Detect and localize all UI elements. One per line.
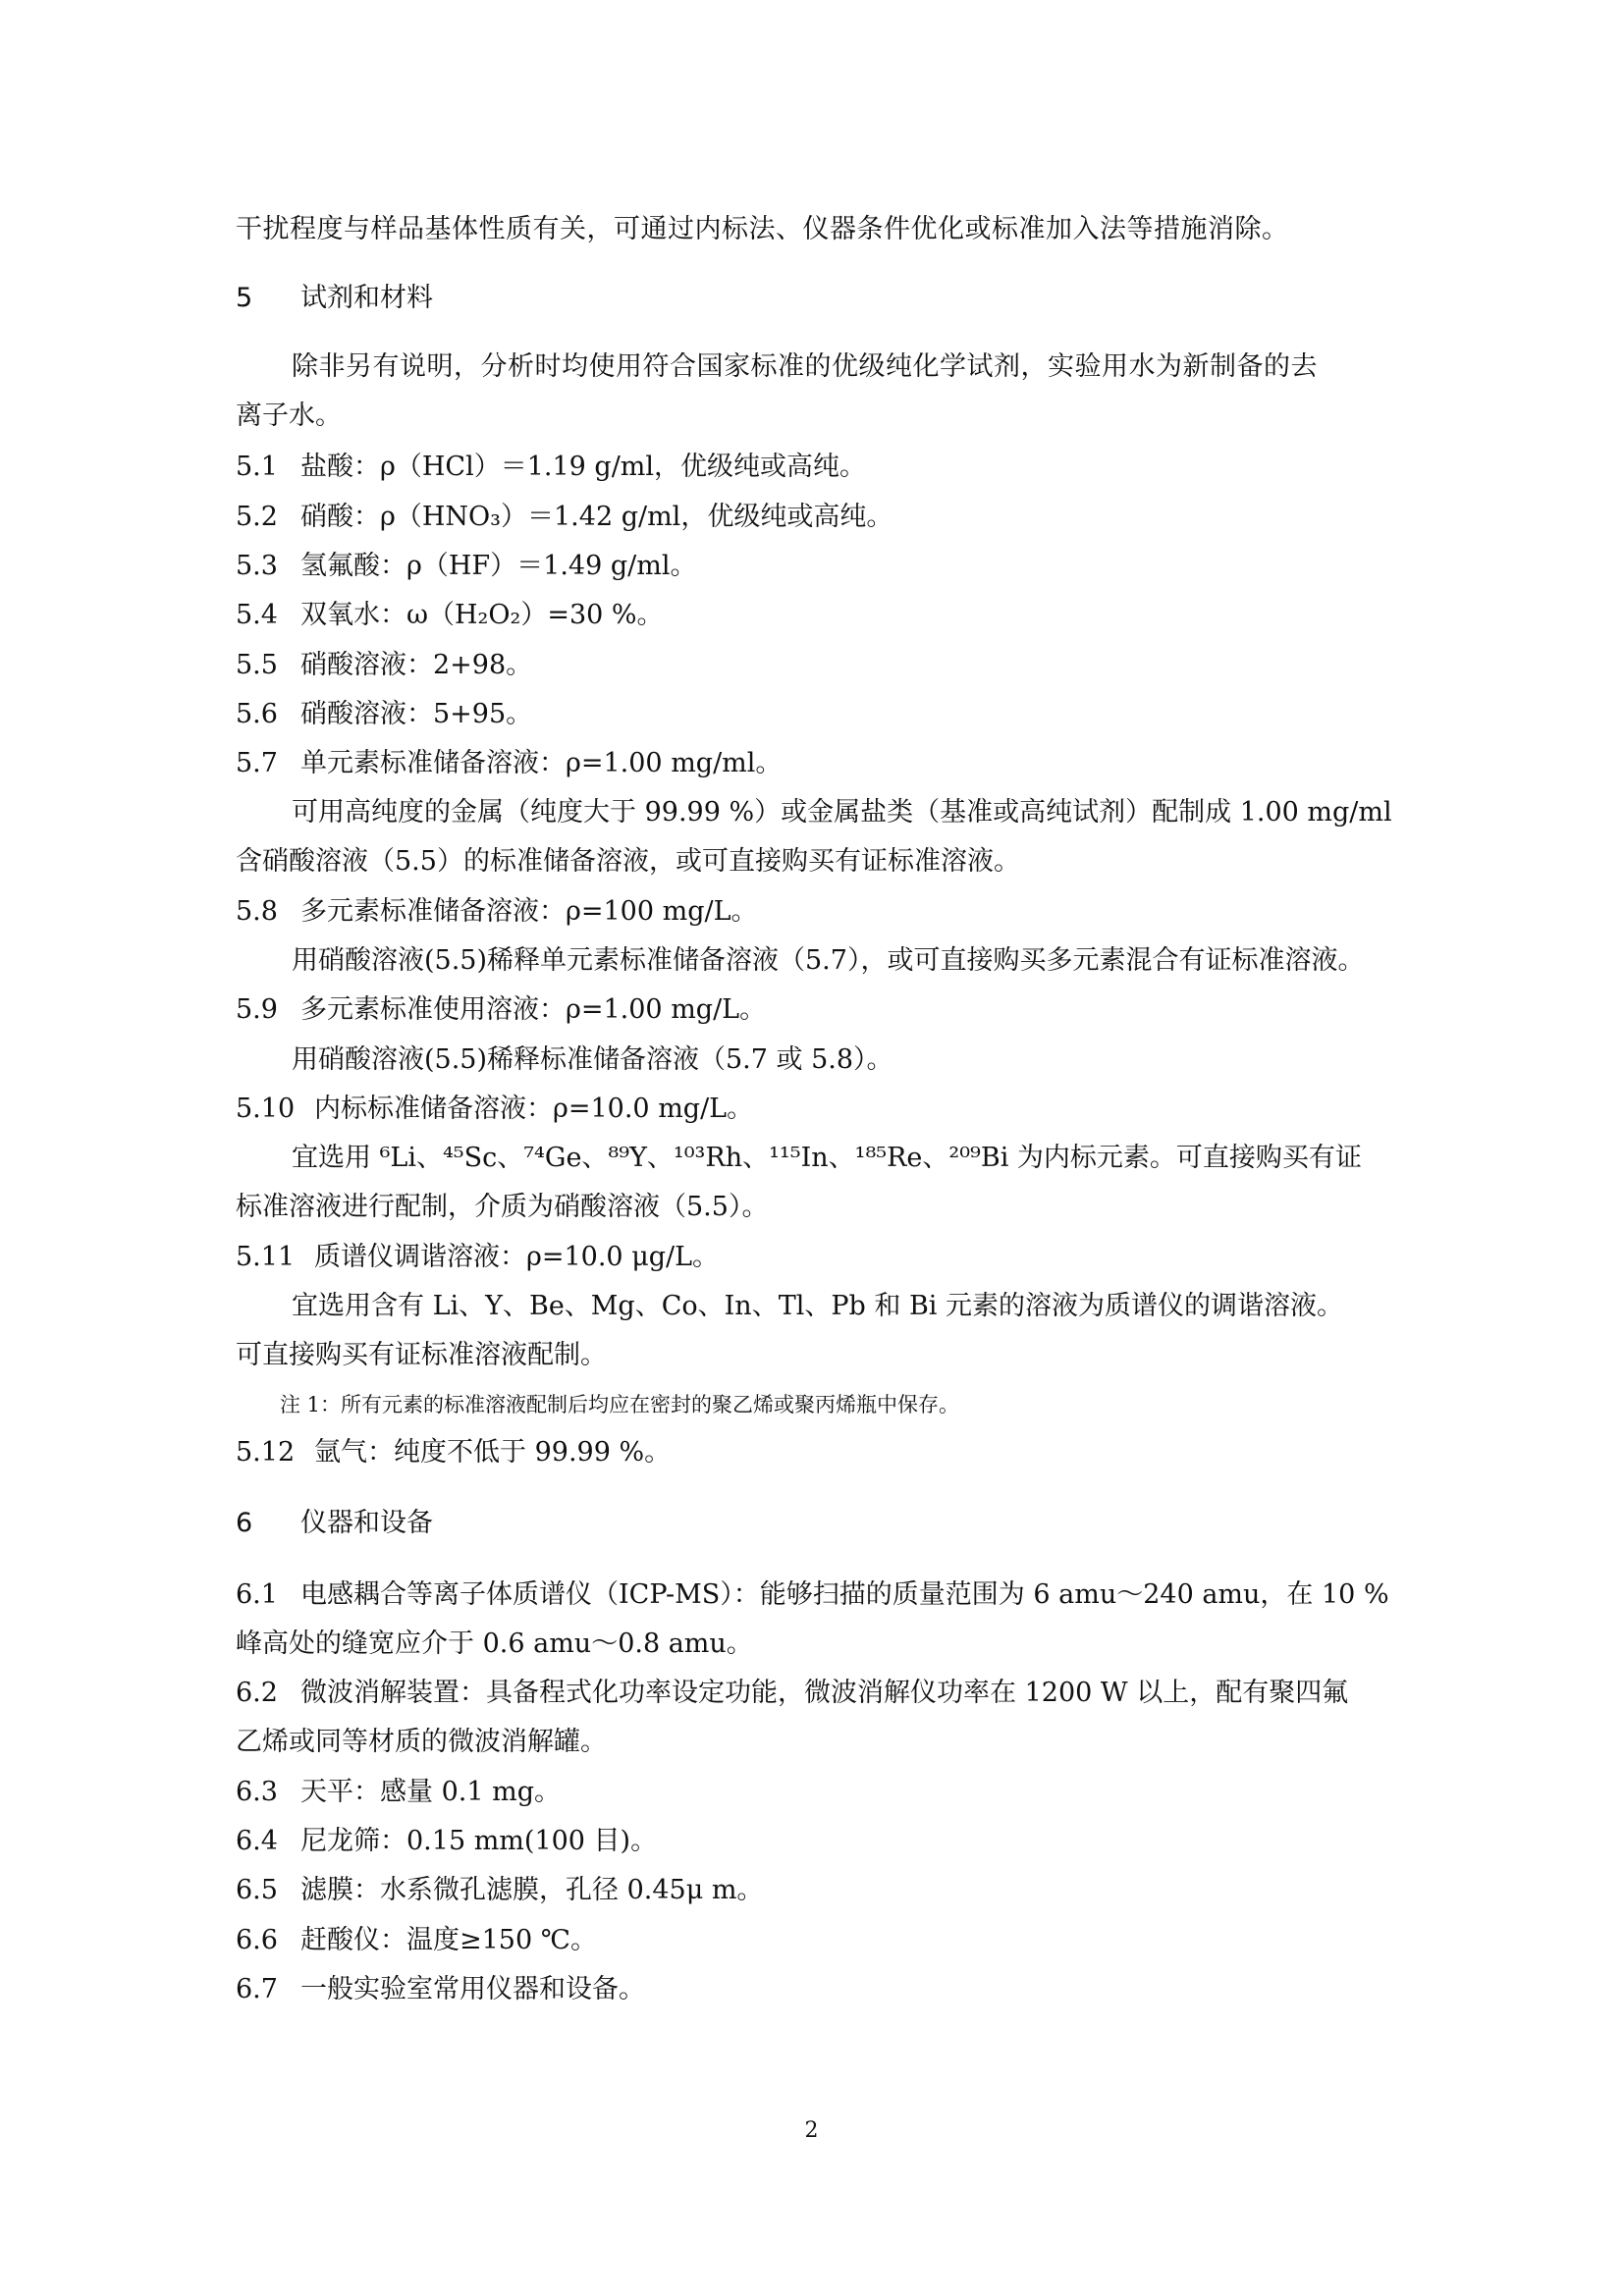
list-item-5-12: 5.12 氩气：纯度不低于 99.99 %。	[236, 1437, 672, 1468]
list-item-5-7: 5.7 单元素标准储备溶液：ρ=1.00 mg/ml。	[236, 748, 783, 778]
list-item-6-5: 6.5 滤膜：水系微孔滤膜，孔径 0.45μ m。	[236, 1875, 764, 1905]
paragraph-line: 标准溶液进行配制，介质为硝酸溶液（5.5）。	[236, 1192, 769, 1222]
list-item-5-6: 5.6 硝酸溶液：5+95。	[236, 699, 533, 729]
list-item-5-10: 5.10 内标标准储备溶液：ρ=10.0 mg/L。	[236, 1094, 754, 1124]
list-item-5-4: 5.4 双氧水：ω（H₂O₂）=30 %。	[236, 600, 664, 630]
paragraph-line: 含硝酸溶液（5.5）的标准储备溶液，或可直接购买有证标准溶液。	[236, 846, 1020, 877]
paragraph-line: 乙烯或同等材质的微波消解罐。	[236, 1727, 607, 1757]
paragraph-line: 干扰程度与样品基体性质有关，可通过内标法、仪器条件优化或标准加入法等措施消除。	[236, 214, 1289, 244]
paragraph-line: 峰高处的缝宽应介于 0.6 amu～0.8 amu。	[236, 1629, 753, 1659]
list-item-6-4: 6.4 尼龙筛：0.15 mm(100 目)。	[236, 1826, 658, 1856]
paragraph-line: 可直接购买有证标准溶液配制。	[236, 1340, 607, 1370]
paragraph-line: 可用高纯度的金属（纯度大于 99.99 %）或金属盐类（基准或高纯试剂）配制成 1.00 mg/ml	[292, 797, 1392, 828]
list-item-5-5: 5.5 硝酸溶液：2+98。	[236, 650, 533, 680]
list-item-6-3: 6.3 天平：感量 0.1 mg。	[236, 1777, 561, 1807]
list-item-5-11: 5.11 质谱仪调谐溶液：ρ=10.0 μg/L。	[236, 1242, 720, 1272]
paragraph-line: 用硝酸溶液(5.5)稀释标准储备溶液（5.7 或 5.8）。	[292, 1044, 893, 1075]
note: 注 1：所有元素的标准溶液配制后均应在密封的聚乙烯或聚丙烯瓶中保存。	[280, 1393, 960, 1416]
list-item-6-6: 6.6 赶酸仪：温度≥150 ℃。	[236, 1925, 597, 1955]
paragraph-line: 宜选用含有 Li、Y、Be、Mg、Co、In、Tl、Pb 和 Bi 元素的溶液为质谱仪的调谐溶液。	[292, 1291, 1344, 1321]
paragraph-line: 用硝酸溶液(5.5)稀释单元素标准储备溶液（5.7），或可直接购买多元素混合有证标准溶液。	[292, 945, 1365, 976]
list-item-5-9: 5.9 多元素标准使用溶液：ρ=1.00 mg/L。	[236, 994, 767, 1025]
list-item-6-1: 6.1 电感耦合等离子体质谱仪（ICP-MS）：能够扫描的质量范围为 6 amu～240 amu，在 10 %	[236, 1579, 1389, 1610]
list-item-5-3: 5.3 氢氟酸：ρ（HF）＝1.49 g/ml。	[236, 551, 697, 581]
list-item-5-2: 5.2 硝酸：ρ（HNO₃）＝1.42 g/ml，优级纯或高纯。	[236, 502, 893, 532]
list-item-6-2: 6.2 微波消解装置：具备程式化功率设定功能，微波消解仪功率在 1200 W 以上，配有聚四氟	[236, 1678, 1349, 1708]
list-item-6-7: 6.7 一般实验室常用仪器和设备。	[236, 1974, 645, 2004]
paragraph-line: 除非另有说明，分析时均使用符合国家标准的优级纯化学试剂，实验用水为新制备的去	[292, 351, 1318, 382]
paragraph-line: 宜选用 ⁶Li、⁴⁵Sc、⁷⁴Ge、⁸⁹Y、¹⁰³Rh、¹¹⁵In、¹⁸⁵Re、²⁰⁹Bi 为内标元素。可直接购买有证	[292, 1143, 1362, 1173]
section-heading-5: 5 试剂和材料	[236, 283, 433, 313]
paragraph-line: 离子水。	[236, 400, 342, 431]
list-item-5-1: 5.1 盐酸：ρ（HCl）＝1.19 g/ml，优级纯或高纯。	[236, 452, 867, 482]
page-number: 2	[804, 2118, 819, 2143]
section-heading-6: 6 仪器和设备	[236, 1508, 433, 1538]
list-item-5-8: 5.8 多元素标准储备溶液：ρ=100 mg/L。	[236, 896, 758, 927]
